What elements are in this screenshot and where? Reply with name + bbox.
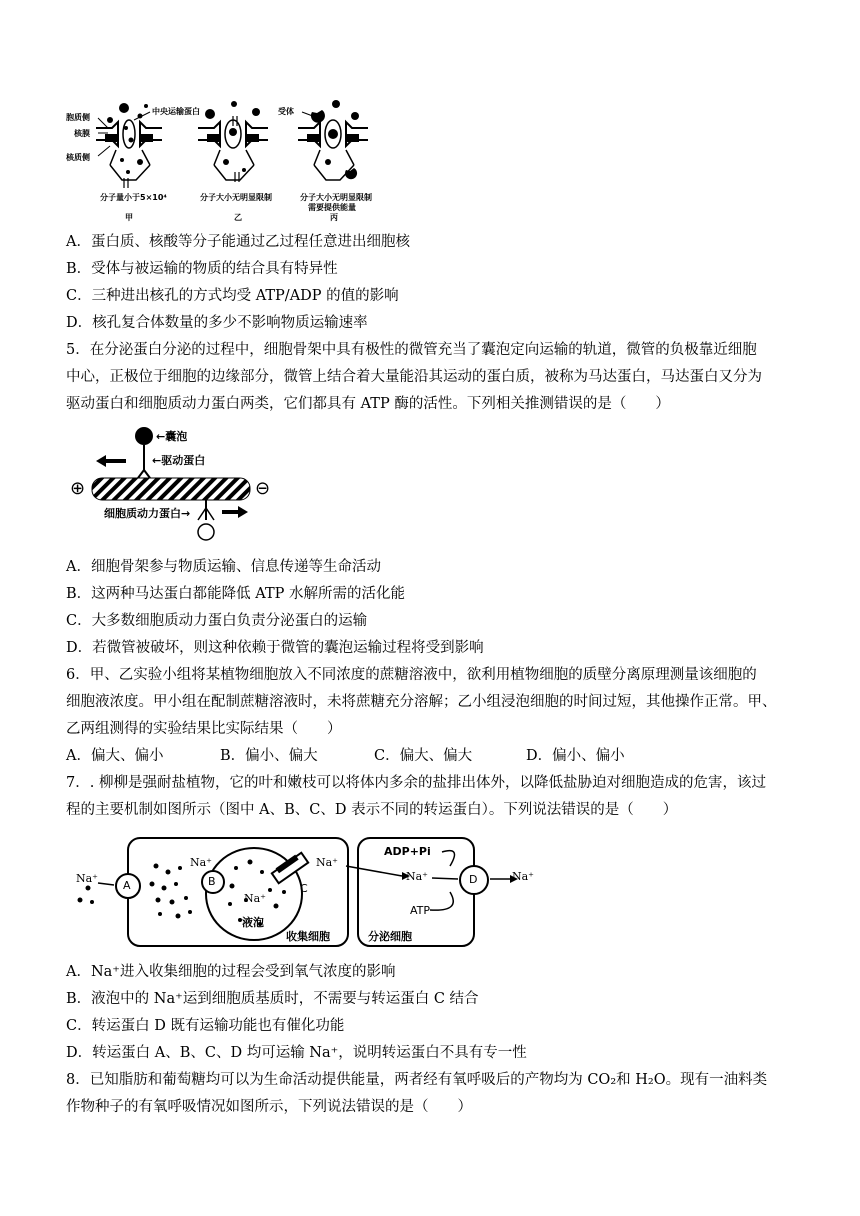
label-vacuole: 液泡	[242, 916, 264, 929]
label-dynein: 细胞质动力蛋白→	[104, 507, 191, 520]
protein-d-label: D	[469, 873, 478, 886]
label-na-excreted: Na⁺	[512, 870, 534, 883]
label-na-outside: Na⁺	[76, 872, 98, 885]
label-kinesin: ←驱动蛋白	[152, 454, 206, 467]
q5-stem-line-2: 中心，正极位于细胞的边缘部分，微管上结合着大量能沿其运动的蛋白质，被称为马达蛋白，马达蛋白又分为	[66, 369, 762, 385]
q5-option-c: C．大多数细胞质动力蛋白负责分泌蛋白的运输	[66, 613, 368, 629]
q5-stem-line-3: 驱动蛋白和细胞质动力蛋白两类，它们都具有 ATP 酶的活性。下列相关推测错误的是（ ）	[66, 396, 670, 412]
q7-stem-line-1: 7．. 柳柳是强耐盐植物，它的叶和嫩枝可以将体内多余的盐排出体外，以降低盐胁迫对细胞造成的危害，该过	[66, 775, 766, 791]
protein-b-label: B	[208, 875, 216, 888]
q6-option-c: C．偏大、偏大	[374, 748, 473, 764]
q4-option-a: A．蛋白质、核酸等分子能通过乙过程任意进出细胞核	[66, 234, 410, 250]
label-na-collecting: Na⁺	[190, 856, 212, 869]
q6-option-b: B．偏小、偏大	[220, 748, 318, 764]
label-atp: ATP	[410, 904, 431, 917]
q5-option-b: B．这两种马达蛋白都能降低 ATP 水解所需的活化能	[66, 586, 405, 602]
q7-option-c: C．转运蛋白 D 既有运输功能也有催化功能	[66, 1018, 345, 1034]
label-secretory-cell: 分泌细胞	[368, 930, 412, 943]
label-na-vacuole: Na⁺	[244, 892, 266, 905]
label-central-protein: 中央运输蛋白	[152, 107, 200, 116]
q7-stem-line-2: 程的主要机制如图所示（图中 A、B、C、D 表示不同的转运蛋白）。下列说法错误的是（ ）	[66, 802, 678, 818]
q6-option-d: D．偏小、偏小	[526, 748, 625, 764]
q6-stem-line-3: 乙两组测得的实验结果比实际结果（ ）	[66, 721, 342, 737]
q5-stem-line-1: 5．在分泌蛋白分泌的过程中，细胞骨架中具有极性的微管充当了囊泡定向运输的轨道，微管的负极靠近细胞	[66, 342, 757, 358]
caption-yi: 分子大小无明显限制	[200, 193, 272, 202]
q7-option-d: D．转运蛋白 A、B、C、D 均可运输 Na⁺，说明转运蛋白不具有专一性	[66, 1045, 527, 1061]
label-cytoplasm-side: 胞质侧	[66, 113, 90, 122]
name-bing: 丙	[330, 213, 338, 222]
caption-bing-1: 分子大小无明显限制	[300, 193, 372, 202]
caption-bing-2: 需要提供能量	[308, 203, 356, 212]
protein-c-label: C	[300, 882, 308, 895]
q7-option-b: B．液泡中的 Na⁺运到细胞质基质时，不需要与转运蛋白 C 结合	[66, 991, 479, 1007]
q7-option-a: A．Na⁺进入收集细胞的过程会受到氧气浓度的影响	[66, 964, 396, 980]
label-na-secretory: Na⁺	[406, 870, 428, 883]
q4-option-b: B．受体与被运输的物质的结合具有特异性	[66, 261, 338, 277]
q4-option-d: D．核孔复合体数量的多少不影响物质运输速率	[66, 315, 368, 331]
label-collecting-cell: 收集细胞	[286, 930, 330, 943]
q6-stem-line-2: 细胞液浓度。甲小组在配制蔗糖溶液时，未将蔗糖充分溶解；乙小组浸泡细胞的时间过短，其他操作正常。甲、	[66, 694, 777, 710]
protein-a-label: A	[123, 879, 131, 892]
name-jia: 甲	[125, 213, 133, 222]
minus-end-symbol: ⊖	[255, 478, 271, 499]
caption-jia: 分子量小于5×10⁴	[100, 193, 167, 202]
label-nuclear-membrane: 核膜	[74, 129, 90, 138]
label-receptor: 受体	[278, 107, 294, 116]
q8-stem-line-2: 作物种子的有氧呼吸情况如图所示，下列说法错误的是（ ）	[66, 1099, 472, 1115]
q6-stem-line-1: 6．甲、乙实验小组将某植物细胞放入不同浓度的蔗糖溶液中，欲利用植物细胞的质壁分离原理测量该细胞的	[66, 667, 757, 683]
q8-stem-line-1: 8．已知脂肪和葡萄糖均可以为生命活动提供能量，两者经有氧呼吸后的产物均为 CO₂和 H₂O。现有一油料类	[66, 1072, 768, 1088]
name-yi: 乙	[234, 213, 242, 222]
q5-option-a: A．细胞骨架参与物质运输、信息传递等生命活动	[66, 559, 381, 575]
q4-option-c: C．三种进出核孔的方式均受 ATP/ADP 的值的影响	[66, 288, 399, 304]
q6-option-a: A．偏大、偏小	[66, 748, 164, 764]
label-vesicle: ←囊泡	[156, 430, 188, 443]
q5-option-d: D．若微管被破坏，则这种依赖于微管的囊泡运输过程将受到影响	[66, 640, 484, 656]
label-adp-pi: ADP+Pi	[384, 845, 431, 858]
label-na-channel: Na⁺	[316, 856, 338, 869]
plus-end-symbol: ⊕	[70, 478, 86, 499]
label-nucleoplasm-side: 核质侧	[66, 153, 90, 162]
